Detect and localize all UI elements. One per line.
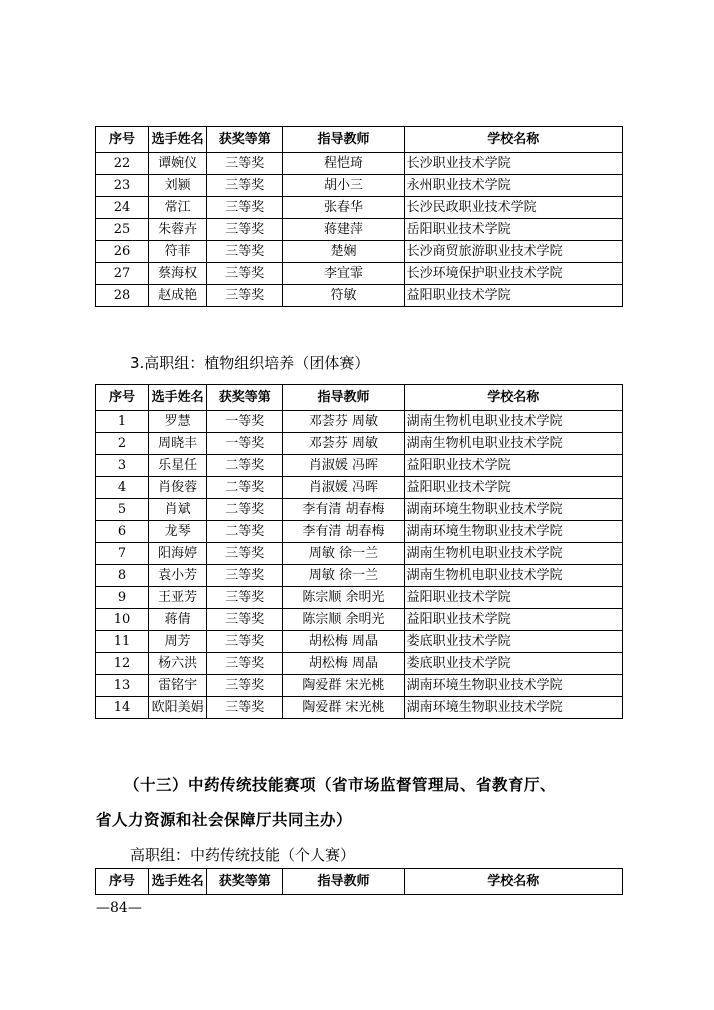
table-header: [96, 127, 623, 153]
cell-award: 三等奖: [207, 653, 283, 675]
cell-award: 三等奖: [207, 697, 283, 719]
cell-student-name: 谭婉仪: [149, 153, 207, 175]
section-13-subtitle: 高职组：中药传统技能（个人赛）: [130, 846, 356, 864]
cell-index: 26: [96, 241, 149, 263]
cell-award: 三等奖: [207, 631, 283, 653]
cell-index: 28: [96, 285, 149, 307]
award-table-plant-tissue-culture: [95, 384, 623, 719]
cell-award: 三等奖: [207, 153, 283, 175]
table-row: [96, 675, 623, 697]
col-header-index: 序号: [96, 869, 149, 895]
cell-school: 长沙民政职业技术学院: [404, 197, 622, 219]
col-header-teacher: 指导教师: [283, 869, 404, 895]
cell-award: 二等奖: [207, 477, 283, 499]
page-number: —84—: [96, 900, 142, 916]
cell-student-name: 阳海婷: [149, 543, 207, 565]
col-header-school: 学校名称: [404, 127, 622, 153]
cell-teacher: 陈宗顺 余明光: [283, 609, 404, 631]
cell-school: 长沙商贸旅游职业技术学院: [404, 241, 622, 263]
col-header-award: 获奖等第: [207, 869, 283, 895]
cell-school: 长沙环境保护职业技术学院: [404, 263, 622, 285]
cell-teacher: 蒋建萍: [283, 219, 404, 241]
col-header-name: 选手姓名: [149, 127, 207, 153]
cell-award: 一等奖: [207, 433, 283, 455]
cell-teacher: 邓荟芬 周敏: [283, 411, 404, 433]
col-header-award: 获奖等第: [207, 385, 283, 411]
cell-school: 湖南环境生物职业技术学院: [404, 675, 622, 697]
cell-teacher: 肖淑媛 冯晖: [283, 455, 404, 477]
cell-teacher: 李有清 胡春梅: [283, 521, 404, 543]
table-row: [96, 197, 623, 219]
cell-index: 8: [96, 565, 149, 587]
cell-student-name: 肖俊蓉: [149, 477, 207, 499]
cell-student-name: 周芳: [149, 631, 207, 653]
table-row: [96, 153, 623, 175]
section-13-title-line1: （十三）中药传统技能赛项（省市场监督管理局、省教育厅、: [124, 776, 557, 794]
cell-school: 益阳职业技术学院: [404, 455, 622, 477]
table-body: [96, 153, 623, 307]
cell-teacher: 陶爱群 宋光桃: [283, 675, 404, 697]
cell-student-name: 杨六洪: [149, 653, 207, 675]
award-table-continued: [95, 126, 623, 307]
cell-school: 湖南环境生物职业技术学院: [404, 697, 622, 719]
cell-teacher: 陶爱群 宋光桃: [283, 697, 404, 719]
cell-school: 娄底职业技术学院: [404, 631, 622, 653]
cell-school: 益阳职业技术学院: [404, 587, 622, 609]
cell-award: 二等奖: [207, 521, 283, 543]
section-title-plant-tissue-culture: 3.高职组：植物组织培养（团体赛）: [130, 354, 370, 372]
table-row: [96, 653, 623, 675]
cell-student-name: 周晓丰: [149, 433, 207, 455]
cell-teacher: 邓荟芬 周敏: [283, 433, 404, 455]
cell-award: 三等奖: [207, 675, 283, 697]
table-row: [96, 411, 623, 433]
col-header-teacher: 指导教师: [283, 385, 404, 411]
cell-student-name: 肖斌: [149, 499, 207, 521]
col-header-index: 序号: [96, 385, 149, 411]
cell-teacher: 李有清 胡春梅: [283, 499, 404, 521]
table-row: [96, 477, 623, 499]
cell-index: 25: [96, 219, 149, 241]
cell-student-name: 蔡海权: [149, 263, 207, 285]
cell-school: 湖南生物机电职业技术学院: [404, 543, 622, 565]
cell-index: 13: [96, 675, 149, 697]
table-row: [96, 631, 623, 653]
cell-school: 湖南环境生物职业技术学院: [404, 521, 622, 543]
cell-index: 10: [96, 609, 149, 631]
cell-teacher: 胡松梅 周晶: [283, 653, 404, 675]
col-header-award: 获奖等第: [207, 127, 283, 153]
cell-award: 三等奖: [207, 543, 283, 565]
cell-index: 23: [96, 175, 149, 197]
cell-award: 二等奖: [207, 499, 283, 521]
cell-student-name: 袁小芳: [149, 565, 207, 587]
cell-award: 一等奖: [207, 411, 283, 433]
col-header-school: 学校名称: [404, 385, 622, 411]
cell-teacher: 胡松梅 周晶: [283, 631, 404, 653]
col-header-name: 选手姓名: [149, 869, 207, 895]
col-header-name: 选手姓名: [149, 385, 207, 411]
cell-index: 9: [96, 587, 149, 609]
col-header-school: 学校名称: [404, 869, 622, 895]
table-row: [96, 543, 623, 565]
award-table-tcm-header: [95, 868, 623, 895]
cell-student-name: 罗慧: [149, 411, 207, 433]
cell-school: 益阳职业技术学院: [404, 285, 622, 307]
cell-school: 益阳职业技术学院: [404, 609, 622, 631]
cell-school: 湖南生物机电职业技术学院: [404, 565, 622, 587]
cell-teacher: 陈宗顺 余明光: [283, 587, 404, 609]
cell-index: 22: [96, 153, 149, 175]
table-row: [96, 263, 623, 285]
cell-student-name: 符菲: [149, 241, 207, 263]
table-header: [96, 869, 623, 895]
cell-school: 岳阳职业技术学院: [404, 219, 622, 241]
cell-school: 永州职业技术学院: [404, 175, 622, 197]
table-row: [96, 587, 623, 609]
cell-student-name: 常江: [149, 197, 207, 219]
cell-index: 27: [96, 263, 149, 285]
cell-school: 湖南生物机电职业技术学院: [404, 411, 622, 433]
col-header-index: 序号: [96, 127, 149, 153]
cell-student-name: 王亚芳: [149, 587, 207, 609]
cell-award: 三等奖: [207, 241, 283, 263]
table-row: [96, 609, 623, 631]
table-row: [96, 219, 623, 241]
table-header: [96, 385, 623, 411]
cell-award: 三等奖: [207, 565, 283, 587]
cell-student-name: 龙琴: [149, 521, 207, 543]
cell-award: 三等奖: [207, 587, 283, 609]
cell-index: 2: [96, 433, 149, 455]
cell-student-name: 蒋倩: [149, 609, 207, 631]
cell-index: 14: [96, 697, 149, 719]
cell-teacher: 胡小三: [283, 175, 404, 197]
cell-index: 3: [96, 455, 149, 477]
cell-school: 长沙职业技术学院: [404, 153, 622, 175]
cell-award: 三等奖: [207, 609, 283, 631]
table-row: [96, 697, 623, 719]
cell-award: 三等奖: [207, 219, 283, 241]
cell-school: 湖南生物机电职业技术学院: [404, 433, 622, 455]
cell-award: 三等奖: [207, 175, 283, 197]
cell-student-name: 雷铭宇: [149, 675, 207, 697]
cell-award: 三等奖: [207, 263, 283, 285]
cell-teacher: 肖淑媛 冯晖: [283, 477, 404, 499]
section-13-title-line2: 省人力资源和社会保障厅共同主办）: [96, 811, 353, 829]
cell-teacher: 符敏: [283, 285, 404, 307]
cell-index: 4: [96, 477, 149, 499]
cell-school: 娄底职业技术学院: [404, 653, 622, 675]
cell-school: 湖南环境生物职业技术学院: [404, 499, 622, 521]
cell-teacher: 程恺琦: [283, 153, 404, 175]
cell-student-name: 乐星任: [149, 455, 207, 477]
table-row: [96, 565, 623, 587]
table-row: [96, 499, 623, 521]
table-body: [96, 411, 623, 719]
col-header-teacher: 指导教师: [283, 127, 404, 153]
cell-index: 1: [96, 411, 149, 433]
cell-index: 12: [96, 653, 149, 675]
table-row: [96, 285, 623, 307]
cell-index: 6: [96, 521, 149, 543]
cell-teacher: 楚娴: [283, 241, 404, 263]
cell-teacher: 张春华: [283, 197, 404, 219]
cell-award: 三等奖: [207, 285, 283, 307]
table-row: [96, 241, 623, 263]
cell-teacher: 周敏 徐一兰: [283, 565, 404, 587]
cell-school: 益阳职业技术学院: [404, 477, 622, 499]
table-row: [96, 175, 623, 197]
cell-student-name: 欧阳美娟: [149, 697, 207, 719]
cell-teacher: 周敏 徐一兰: [283, 543, 404, 565]
table-row: [96, 521, 623, 543]
cell-award: 二等奖: [207, 455, 283, 477]
cell-student-name: 刘颍: [149, 175, 207, 197]
cell-student-name: 朱蓉卉: [149, 219, 207, 241]
cell-award: 三等奖: [207, 197, 283, 219]
cell-index: 5: [96, 499, 149, 521]
table-row: [96, 433, 623, 455]
cell-student-name: 赵成艳: [149, 285, 207, 307]
cell-index: 24: [96, 197, 149, 219]
cell-index: 11: [96, 631, 149, 653]
table-row: [96, 455, 623, 477]
cell-index: 7: [96, 543, 149, 565]
cell-teacher: 李宜霏: [283, 263, 404, 285]
